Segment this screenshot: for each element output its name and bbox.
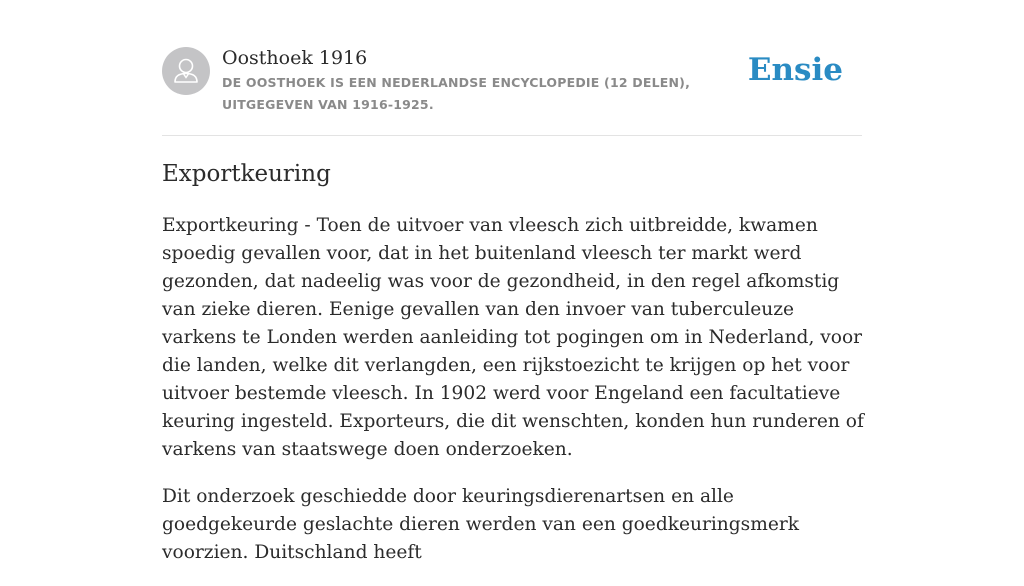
brand-logo[interactable]: Ensie — [747, 52, 843, 88]
article-title: Exportkeuring — [162, 161, 331, 187]
header-divider — [162, 135, 862, 136]
source-header — [162, 46, 862, 116]
source-avatar[interactable] — [162, 47, 210, 95]
article-paragraph: Dit onderzoek geschiedde door keuringsdierenartsen en alle goedgekeurde geslachte dieren werden van een goedkeuringsmerk voorzien. Duitschland heeft — [162, 486, 800, 563]
user-icon — [162, 47, 210, 95]
source-description: DE OOSTHOEK IS EEN NEDERLANDSE ENCYCLOPEDIE (12 DELEN), UITGEGEVEN VAN 1916-1925. — [222, 75, 691, 112]
article-body — [162, 212, 866, 586]
source-title[interactable]: Oosthoek 1916 — [222, 47, 368, 69]
article-paragraph: Exportkeuring - Toen de uitvoer van vleesch zich uitbreidde, kwamen spoedig gevallen voor, dat in het buitenland vleesch ter markt werd gezonden, dat nadeelig was voor de gezondheid, in den regel afkomstig van zieke dieren. Eenige gevallen van den invoer van tuberculeuze varkens te Londen werden aanleiding tot pogingen om in Nederland, voor die landen, welke dit verlangden, een rijkstoezicht te krijgen op het voor uitvoer bestemde vleesch. In 1902 werd voor Engeland een facultatieve keuring ingesteld. Exporteurs, die dit wenschten, konden hun runderen of varkens van staatswege doen onderzoeken. — [162, 215, 864, 460]
